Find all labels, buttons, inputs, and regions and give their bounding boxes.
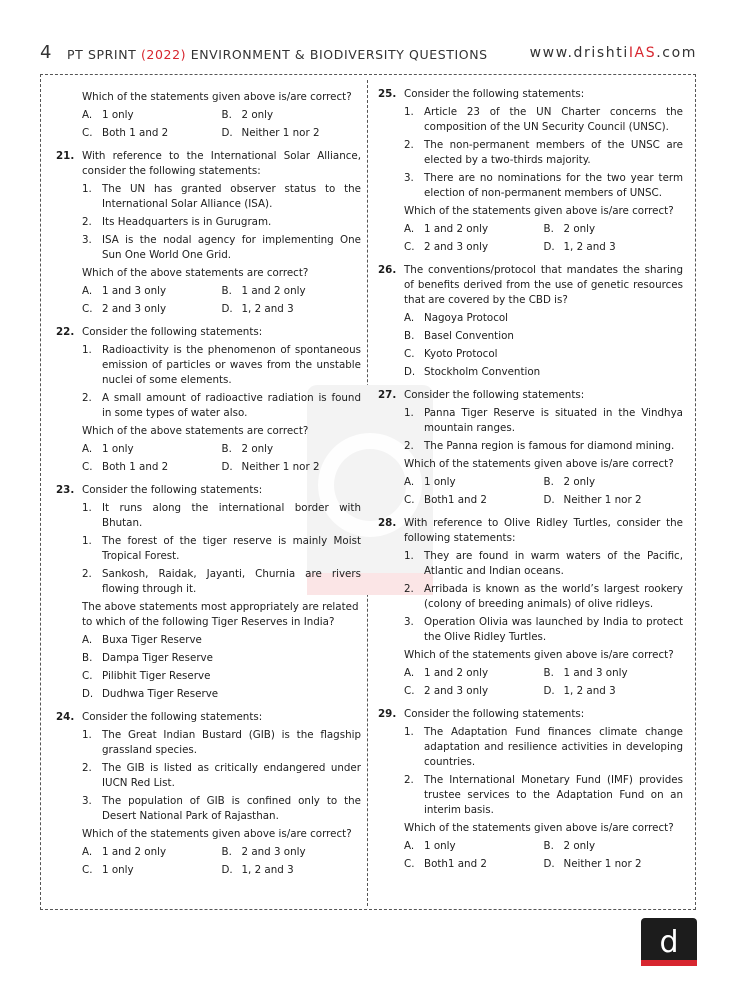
option-label: B.: [543, 667, 554, 679]
question-block: [378, 87, 683, 255]
option-text: Both1 and 2: [424, 858, 487, 870]
option-text: Neither 1 nor 2: [563, 858, 642, 870]
answer-option[interactable]: [82, 460, 222, 475]
option-text: 1 only: [102, 443, 134, 455]
option-label: B.: [543, 223, 554, 235]
option-text: 1 only: [424, 476, 456, 488]
answer-options: [82, 633, 361, 702]
option-label: D.: [221, 864, 233, 876]
option-text: Nagoya Protocol: [424, 312, 509, 324]
option-text: Stockholm Convention: [424, 366, 541, 378]
statement-number: 1.: [82, 502, 92, 514]
question-body: [404, 406, 683, 508]
statement: [82, 794, 361, 824]
question-body: [82, 343, 361, 475]
answer-option[interactable]: [82, 687, 361, 702]
question-block: [56, 710, 361, 878]
option-text: 1 and 2 only: [102, 846, 167, 858]
option-text: 1, 2 and 3: [241, 303, 294, 315]
statement: [82, 343, 361, 388]
question-body: [404, 549, 683, 699]
answer-options: [404, 222, 683, 255]
answer-option[interactable]: [404, 222, 544, 237]
question-block: [56, 325, 361, 475]
option-text: 1, 2 and 3: [563, 685, 616, 697]
answer-option[interactable]: [222, 863, 362, 878]
site-accent: IAS: [628, 45, 657, 61]
statement-text: The International Monetary Fund (IMF) provides trustee services to the Adaptation Fund on an interim basis.: [424, 774, 683, 816]
answer-options: [82, 284, 361, 317]
question-text: Consider the following statements:: [82, 326, 263, 338]
question-number: 22.: [56, 326, 75, 338]
question-stem: [56, 483, 361, 498]
answer-option[interactable]: [404, 311, 683, 326]
page-header: [0, 0, 737, 70]
left-column: [56, 87, 361, 886]
answer-option[interactable]: [82, 284, 222, 299]
question-prompt: Which of the statements given above is/are correct?: [404, 649, 674, 661]
title-year: (2022): [140, 47, 187, 62]
question-number: 27.: [378, 389, 397, 401]
question-prompt: The above statements most appropriately are related to which of the following Tiger Reserves in India?: [82, 601, 359, 628]
statement-number: 1.: [82, 535, 92, 547]
option-text: Dampa Tiger Reserve: [102, 652, 213, 664]
option-label: A.: [82, 285, 93, 297]
question-prompt: Which of the above statements are correct?: [82, 267, 309, 279]
option-label: D.: [543, 494, 555, 506]
question-number: 25.: [378, 88, 397, 100]
statement-text: Article 23 of the UN Charter concerns the composition of the UN Security Council (UNSC).: [424, 106, 683, 133]
statement-number: 2.: [404, 774, 414, 786]
answer-options: [82, 845, 361, 878]
option-label: A.: [404, 667, 415, 679]
answer-option[interactable]: [222, 302, 362, 317]
option-label: C.: [404, 494, 415, 506]
option-label: C.: [404, 241, 415, 253]
question-stem: [56, 710, 361, 725]
option-text: Both1 and 2: [424, 494, 487, 506]
statement-number: 1.: [404, 407, 414, 419]
question-text: The conventions/protocol that mandates the sharing of benefits derived from the use of genetic resources that are covered by the CBD is?: [404, 264, 683, 306]
question-number: 29.: [378, 708, 397, 720]
answer-option[interactable]: [544, 475, 684, 490]
title-suffix: ENVIRONMENT & BIODIVERSITY QUESTIONS: [186, 47, 488, 62]
question-body: [82, 728, 361, 878]
statement: [404, 725, 683, 770]
statement-number: 3.: [82, 795, 92, 807]
option-text: 2 only: [563, 223, 596, 235]
option-label: D.: [221, 303, 233, 315]
option-label: C.: [82, 864, 93, 876]
answer-option[interactable]: [82, 126, 222, 141]
statement-number: 2.: [404, 139, 414, 151]
question-number: 24.: [56, 711, 75, 723]
answer-option[interactable]: [82, 442, 222, 457]
statement-number: 3.: [404, 616, 414, 628]
question-body: [82, 90, 361, 141]
question-text: Consider the following statements:: [82, 711, 263, 723]
question-body: [404, 311, 683, 380]
site-prefix: www.drishti: [529, 45, 629, 61]
answer-option[interactable]: [544, 240, 684, 255]
question-prompt: Which of the above statements are correct?: [82, 425, 309, 437]
option-label: B.: [221, 443, 232, 455]
statement: [404, 615, 683, 645]
question-stem: [378, 707, 683, 722]
option-label: D.: [221, 127, 233, 139]
question-body: [82, 182, 361, 317]
statement: [82, 391, 361, 421]
answer-options: [404, 311, 683, 380]
question-text: Consider the following statements:: [404, 389, 585, 401]
option-label: D.: [404, 366, 416, 378]
question-stem: [378, 516, 683, 546]
statement: [404, 549, 683, 579]
statement-number: 2.: [82, 762, 92, 774]
site-suffix: .com: [656, 45, 697, 61]
answer-option[interactable]: [222, 845, 362, 860]
option-label: C.: [82, 461, 93, 473]
answer-option[interactable]: [82, 669, 361, 684]
option-label: D.: [543, 685, 555, 697]
option-text: 2 and 3 only: [424, 685, 489, 697]
site-url[interactable]: [530, 45, 697, 61]
answer-option[interactable]: [82, 845, 222, 860]
answer-option[interactable]: [544, 666, 684, 681]
question-text: Consider the following statements:: [404, 708, 585, 720]
statement-number: 1.: [82, 344, 92, 356]
statement-number: 1.: [404, 106, 414, 118]
statement-text: The GIB is listed as critically endangered under IUCN Red List.: [102, 762, 361, 789]
drishti-logo-icon: [641, 918, 697, 966]
question-block: [378, 707, 683, 872]
answer-option[interactable]: [404, 365, 683, 380]
logo-glyph: d: [659, 925, 679, 960]
option-text: 1, 2 and 3: [241, 864, 294, 876]
option-text: Both 1 and 2: [102, 461, 169, 473]
question-text: With reference to Olive Ridley Turtles, consider the following statements:: [404, 517, 683, 544]
option-label: A.: [404, 476, 415, 488]
answer-option[interactable]: [222, 442, 362, 457]
title-prefix: PT SPRINT: [67, 47, 141, 62]
option-text: Neither 1 nor 2: [563, 494, 642, 506]
question-text: Consider the following statements:: [404, 88, 585, 100]
statement-text: They are found in warm waters of the Pacific, Atlantic and Indian oceans.: [424, 550, 683, 577]
answer-option[interactable]: [404, 347, 683, 362]
answer-option[interactable]: [222, 460, 362, 475]
answer-option[interactable]: [404, 839, 544, 854]
question-text: With reference to the International Solar Alliance, consider the following statements:: [82, 150, 361, 177]
answer-option[interactable]: [404, 475, 544, 490]
option-text: Dudhwa Tiger Reserve: [102, 688, 219, 700]
statement: [82, 501, 361, 531]
statement: [82, 233, 361, 263]
statement-number: 3.: [82, 234, 92, 246]
statement-text: The UN has granted observer status to the International Solar Alliance (ISA).: [102, 183, 361, 210]
option-label: C.: [82, 303, 93, 315]
statement-text: A small amount of radioactive radiation is found in some types of water also.: [102, 392, 361, 419]
statement: [404, 582, 683, 612]
answer-option[interactable]: [404, 240, 544, 255]
option-label: A.: [404, 840, 415, 852]
answer-option[interactable]: [544, 857, 684, 872]
question-stem: [378, 87, 683, 102]
answer-option[interactable]: [82, 108, 222, 123]
running-title: [67, 47, 488, 62]
option-label: D.: [221, 461, 233, 473]
statement-text: The non-permanent members of the UNSC are elected by a two-thirds majority.: [424, 139, 683, 166]
answer-option[interactable]: [404, 493, 544, 508]
statement-text: The population of GIB is confined only to the Desert National Park of Rajasthan.: [102, 795, 361, 822]
statement: [404, 439, 683, 454]
answer-option[interactable]: [404, 329, 683, 344]
statement-text: Arribada is known as the world’s largest rookery (colony of breeding animals) of olive ridleys.: [424, 583, 683, 610]
option-label: A.: [82, 634, 93, 646]
statement-number: 1.: [82, 729, 92, 741]
option-label: A.: [404, 223, 415, 235]
question-prompt: Which of the statements given above is/are correct?: [404, 458, 674, 470]
statement-number: 1.: [82, 183, 92, 195]
answer-options: [404, 839, 683, 872]
answer-option[interactable]: [82, 302, 222, 317]
option-label: B.: [543, 840, 554, 852]
statement-number: 3.: [404, 172, 414, 184]
statement-number: 1.: [404, 726, 414, 738]
statement-number: 1.: [404, 550, 414, 562]
statement: [404, 406, 683, 436]
option-text: 2 only: [241, 109, 274, 121]
answer-option[interactable]: [82, 633, 361, 648]
statement: [82, 567, 361, 597]
statement: [82, 215, 361, 230]
option-text: Neither 1 nor 2: [241, 461, 320, 473]
option-text: 2 only: [563, 840, 596, 852]
option-label: B.: [221, 285, 232, 297]
statement-text: The Adaptation Fund finances climate change adaptation and resilience activities in developing countries.: [424, 726, 683, 768]
option-label: C.: [82, 127, 93, 139]
option-label: B.: [543, 476, 554, 488]
right-column: [378, 87, 683, 880]
answer-option[interactable]: [222, 284, 362, 299]
option-label: A.: [82, 846, 93, 858]
option-label: A.: [82, 443, 93, 455]
option-label: B.: [221, 109, 232, 121]
question-body: [82, 501, 361, 702]
option-text: Both 1 and 2: [102, 127, 169, 139]
answer-option[interactable]: [404, 684, 544, 699]
option-label: B.: [82, 652, 93, 664]
question-prompt: Which of the statements given above is/are correct?: [404, 822, 674, 834]
statement-number: 2.: [82, 216, 92, 228]
answer-options: [82, 442, 361, 475]
statement: [82, 728, 361, 758]
option-text: 1 only: [424, 840, 456, 852]
statement-number: 2.: [404, 440, 414, 452]
statement-text: Operation Olivia was launched by India to protect the Olive Ridley Turtles.: [424, 616, 683, 643]
question-stem: [378, 263, 683, 308]
option-label: B.: [404, 330, 415, 342]
answer-option[interactable]: [544, 493, 684, 508]
option-text: 1, 2 and 3: [563, 241, 616, 253]
question-block: [56, 90, 361, 141]
statement-text: ISA is the nodal agency for implementing One Sun One World One Grid.: [102, 234, 361, 261]
statement: [404, 171, 683, 201]
statement-number: 2.: [82, 392, 92, 404]
statement-text: There are no nominations for the two year term election of non-permanent members of UNSC.: [424, 172, 683, 199]
option-text: 1 and 3 only: [102, 285, 167, 297]
answer-option[interactable]: [82, 651, 361, 666]
option-label: C.: [404, 685, 415, 697]
question-prompt: Which of the statements given above is/are correct?: [82, 91, 352, 103]
option-label: D.: [82, 688, 94, 700]
statement-text: Its Headquarters is in Gurugram.: [102, 216, 272, 228]
question-number: 21.: [56, 150, 75, 162]
answer-options: [404, 666, 683, 699]
answer-option[interactable]: [544, 839, 684, 854]
statement: [82, 534, 361, 564]
option-text: 1 only: [102, 109, 134, 121]
statement: [82, 761, 361, 791]
question-number: 26.: [378, 264, 397, 276]
question-stem: [56, 325, 361, 340]
statement: [404, 138, 683, 168]
option-text: 2 only: [241, 443, 274, 455]
statement: [404, 773, 683, 818]
statement-number: 2.: [404, 583, 414, 595]
option-text: 1 and 2 only: [424, 667, 489, 679]
option-label: D.: [543, 241, 555, 253]
statement-text: The Panna region is famous for diamond mining.: [424, 440, 675, 452]
statement-number: 2.: [82, 568, 92, 580]
answer-option[interactable]: [222, 126, 362, 141]
statement-text: Panna Tiger Reserve is situated in the Vindhya mountain ranges.: [424, 407, 683, 434]
option-label: C.: [82, 670, 93, 682]
option-label: A.: [82, 109, 93, 121]
question-block: [378, 263, 683, 380]
answer-options: [404, 475, 683, 508]
page-number: 4: [40, 42, 52, 63]
answer-option[interactable]: [544, 222, 684, 237]
option-text: Kyoto Protocol: [424, 348, 498, 360]
option-text: 2 and 3 only: [424, 241, 489, 253]
answer-option[interactable]: [82, 863, 222, 878]
option-text: 2 and 3 only: [102, 303, 167, 315]
question-prompt: Which of the statements given above is/are correct?: [404, 205, 674, 217]
statement-text: Sankosh, Raidak, Jayanti, Churnia are rivers flowing through it.: [102, 568, 361, 595]
answer-option[interactable]: [222, 108, 362, 123]
question-stem: [56, 149, 361, 179]
option-label: C.: [404, 858, 415, 870]
question-text: Consider the following statements:: [82, 484, 263, 496]
question-block: [56, 149, 361, 317]
option-text: 1 and 3 only: [563, 667, 628, 679]
answer-option[interactable]: [404, 666, 544, 681]
statement-text: The forest of the tiger reserve is mainly Moist Tropical Forest.: [102, 535, 361, 562]
question-body: [404, 725, 683, 872]
question-prompt: Which of the statements given above is/are correct?: [82, 828, 352, 840]
question-block: [378, 516, 683, 699]
option-text: 1 and 2 only: [424, 223, 489, 235]
option-label: B.: [221, 846, 232, 858]
option-text: Neither 1 nor 2: [241, 127, 320, 139]
option-text: Buxa Tiger Reserve: [102, 634, 202, 646]
statement-text: The Great Indian Bustard (GIB) is the flagship grassland species.: [102, 729, 361, 756]
option-text: Basel Convention: [424, 330, 514, 342]
statement: [404, 105, 683, 135]
question-block: [378, 388, 683, 508]
option-text: 2 and 3 only: [241, 846, 306, 858]
option-text: 1 only: [102, 864, 134, 876]
answer-option[interactable]: [404, 857, 544, 872]
option-label: A.: [404, 312, 415, 324]
answer-options: [82, 108, 361, 141]
option-text: Pilibhit Tiger Reserve: [102, 670, 211, 682]
option-label: D.: [543, 858, 555, 870]
question-stem: [378, 388, 683, 403]
question-number: 28.: [378, 517, 397, 529]
statement-text: Radioactivity is the phenomenon of spontaneous emission of particles or waves from the unstable nuclei of some elements.: [102, 344, 361, 386]
option-label: C.: [404, 348, 415, 360]
question-number: 23.: [56, 484, 75, 496]
answer-option[interactable]: [544, 684, 684, 699]
statement-text: It runs along the international border with Bhutan.: [102, 502, 361, 529]
question-block: [56, 483, 361, 702]
statement: [82, 182, 361, 212]
question-body: [404, 105, 683, 255]
option-text: 1 and 2 only: [241, 285, 306, 297]
option-text: 2 only: [563, 476, 596, 488]
